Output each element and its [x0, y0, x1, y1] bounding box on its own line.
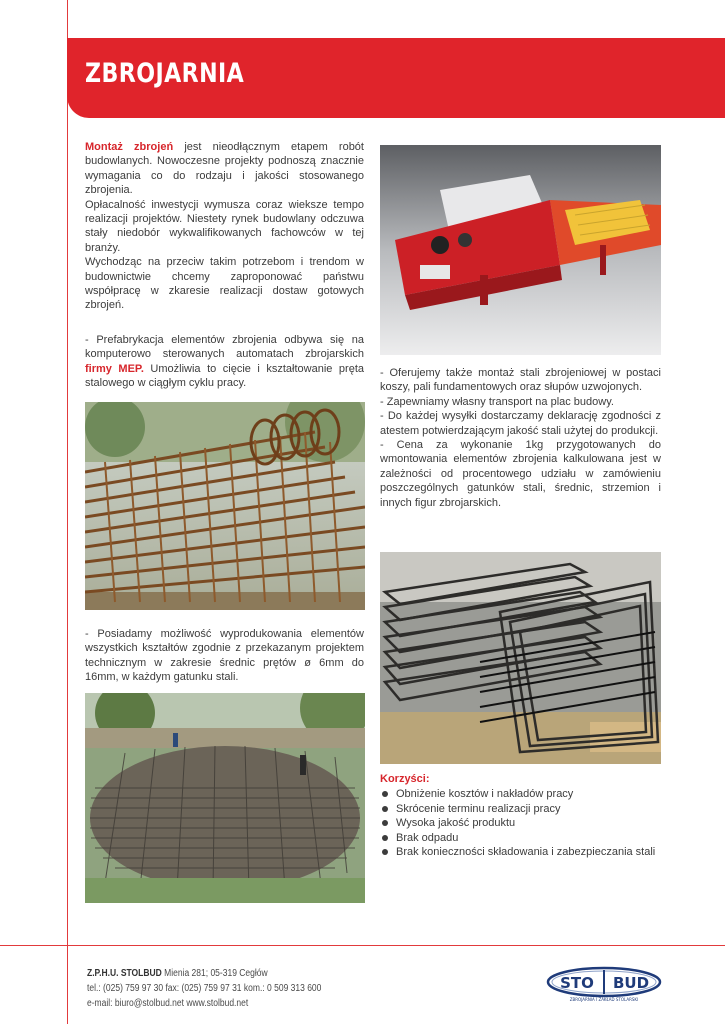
- logo-left-text: STO: [560, 974, 594, 992]
- rebar-cages-photo: [85, 402, 365, 610]
- logo-tagline: ZBROJARNIA I ZAKŁAD STOLARSKI: [569, 997, 639, 1002]
- benefits-title: Korzyści:: [380, 773, 430, 785]
- intro-rest: jest nieodłącznym etapem robót budowlanych. Nowoczesne projekty podnoszą znacznie wymagania co do rodzaju i jakości stosowanego zbrojenia.: [85, 141, 364, 197]
- footer-phones: tel.: (025) 759 97 30 fax: (025) 759 97 31 kom.: 0 509 313 600: [87, 983, 322, 994]
- offer-bullet-4: - Cena za wykonanie 1kg przygotowanych do wmontowania elementów zbrojenia kalkulowana jest w zależności od procentowego udziału w zamówieniu poszczególnych gatunków stali, średnic, strzemion i innych figur zbrojarskich.: [380, 439, 661, 509]
- offer-text: [380, 366, 661, 510]
- mep-machine-photo: [380, 145, 661, 355]
- company-name: Z.P.H.U. STOLBUD: [87, 968, 162, 979]
- benefit-item: [380, 787, 655, 802]
- intro-text: [85, 140, 364, 313]
- benefit-item: [380, 802, 655, 817]
- trends-paragraph: Wychodząc na przeciw takim potrzebom i trendom w budownictwie chcemy zaproponować państwu współpracę w zkaresie realizacji dostaw gotowych zbrojeń.: [85, 256, 364, 312]
- page-title: ZBROJARNIA: [85, 58, 245, 89]
- offer-bullet-3: - Do każdej wysyłki dostarczamy deklarację zgodności z atestem potwierdzającym jakość stali użytej do produkcji.: [380, 410, 661, 437]
- bullet-dot-icon: [382, 849, 388, 855]
- bullet-dot-icon: [382, 806, 388, 812]
- offer-bullet-2: - Zapewniamy własny transport na plac budowy.: [380, 395, 614, 408]
- logo-right-text: BUD: [612, 974, 650, 992]
- foundation-mesh-photo: [85, 693, 365, 903]
- benefit-item: [380, 831, 655, 846]
- prefab-text: [85, 333, 364, 391]
- left-margin-line: [67, 0, 68, 1024]
- bullet-dot-icon: [382, 791, 388, 797]
- bullet-dot-icon: [382, 820, 388, 826]
- intro-paragraph: [85, 140, 364, 198]
- benefit-item: [380, 816, 655, 831]
- shapes-text: [85, 627, 364, 685]
- benefit-label: Obniżenie kosztów i nakładów pracy: [396, 788, 574, 800]
- footer-address-line: [87, 966, 321, 981]
- stolbud-logo: [545, 966, 663, 1002]
- benefits-list: [380, 787, 655, 860]
- cost-paragraph: Opłacalność inwestycji wymusza coraz wieksze tempo realizacji projektów. Niestety rynek budowlany odczuwa stały niedobór wykwalifikowanych fachowców w tej branży.: [85, 198, 364, 254]
- intro-lead: Montaż zbrojeń: [85, 141, 174, 153]
- benefit-label: Wysoka jakość produktu: [396, 817, 516, 830]
- benefit-item: [380, 845, 655, 860]
- prefab-brand: firmy MEP.: [85, 362, 144, 375]
- footer-contact: [87, 966, 321, 1011]
- footer-web[interactable]: e-mail: biuro@stolbud.net www.stolbud.net: [87, 998, 249, 1009]
- benefit-label: Brak konieczności składowania i zabezpieczania stali: [396, 846, 656, 859]
- shapes-paragraph: - Posiadamy możliwość wyprodukowania elementów wszystkich kształtów zgodnie z przekazanym projektem technicznym w zakresie średnic prętów ø 6mm do 16mm, w każdym gatunku stali.: [85, 628, 364, 684]
- benefit-label: Skrócenie terminu realizacji pracy: [396, 802, 561, 815]
- prefab-paragraph: [85, 333, 364, 391]
- prefab-before: - Prefabrykacja elementów zbrojenia odbywa się na komputerowo sterowanych automatach zbrojarskich: [85, 334, 364, 361]
- rebar-frames-photo: [380, 552, 661, 764]
- footer-divider: [0, 945, 725, 946]
- company-address: Mienia 281; 05-319 Cegłów: [161, 968, 268, 979]
- bullet-dot-icon: [382, 835, 388, 841]
- offer-bullet-1: - Oferujemy także montaż stali zbrojeniowej w postaci koszy, pali fundamentowych oraz słupów uzwojonych.: [380, 367, 661, 394]
- benefit-label: Brak odpadu: [396, 831, 459, 844]
- prefab-after: Umożliwia to cięcie i kształtowanie pręta stalowego w ciągłym cyklu pracy.: [85, 362, 364, 390]
